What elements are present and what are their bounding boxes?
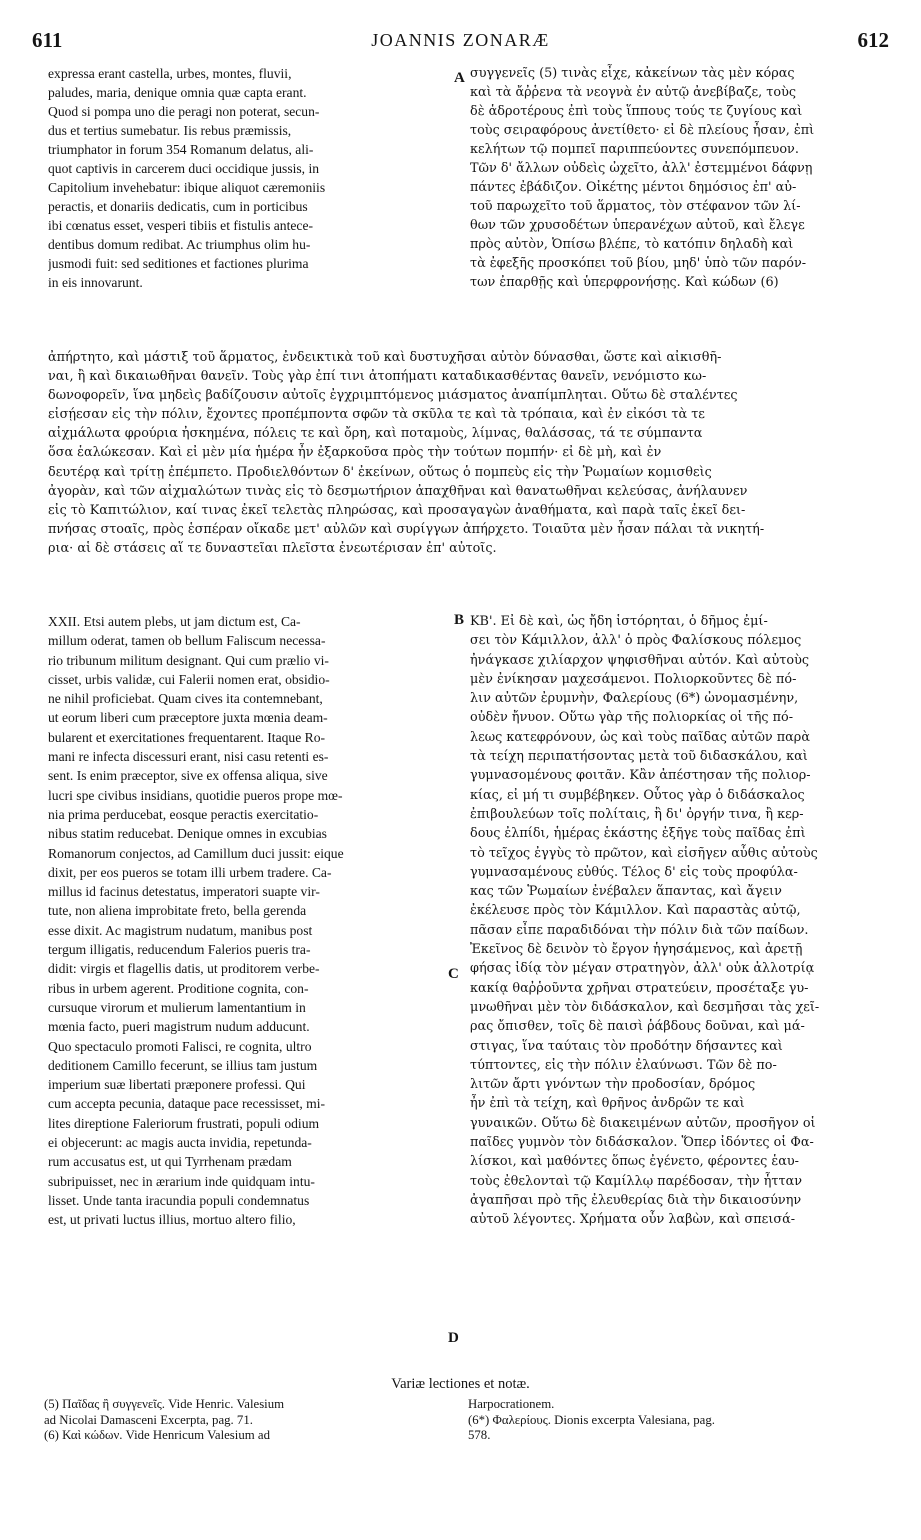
greek-line: ἀγορὰν, καὶ τῶν αἰχμαλώτων τινὰς εἰς τὸ δεσμωτήριον ἀπαχθῆναι καὶ θανατωθῆναι κελεύσας, ἀνήλαυνεν	[48, 483, 748, 499]
greek-line: φήσας ἰδίᾳ τὸν μέγαν στρατηγὸν, ἀλλ' οὐκ ἀλλοτρίᾳ	[470, 961, 815, 977]
greek-line: αὐτοῦ λέγοντες. Χρήματα οὖν λαβὼν, καὶ σπεισά-	[470, 1212, 796, 1228]
greek-line: γυμνασαμένους εὐθύς. Τέλος δ' εἰς τοὺς προφύλα-	[470, 864, 798, 880]
latin-line: est, ut privati luctus illius, mortuo altero filio,	[48, 1212, 296, 1228]
greek-line: λιτῶν ἄρτι γνόντων τὴν προδοσίαν, δρόμος	[470, 1077, 756, 1093]
latin-line: esse dixit. Ac magistrum nudatum, manibus post	[48, 922, 313, 938]
greek-line: αἰχμάλωτα φρούρια ἠσκημένα, πόλεις τε καὶ ὄρη, καὶ ποταμοὺς, λίμνας, θαλάσσας, τά τε σύμπαντα	[48, 426, 703, 442]
greek-line: στιγας, ἵνα ταύταις τὸν προδότην δήσαντες καὶ	[470, 1038, 783, 1054]
latin-column-top	[48, 64, 460, 292]
greek-line: δὲ ἁδροτέρους ἐπὶ τοὺς ἵππους τούς τε ζυγίους καὶ	[470, 104, 803, 119]
latin-line: millum oderat, tamen ob bellum Faliscum necessa-	[48, 633, 326, 649]
greek-line: σει τὸν Κάμιλλον, ἀλλ' ὁ πρὸς Φαλίσκους πόλεμος	[470, 633, 802, 649]
latin-line: dus et tertius sumebatur. Iis rebus præmissis,	[48, 123, 292, 138]
margin-marker-b: B	[454, 612, 465, 628]
greek-line: πνήσας στοαῖς, πρὸς ἑσπέραν οἴκαδε μετ' αὐλῶν καὶ συρίγγων ἀπήρχετο. Τοιαῦτα μὲν ἦσαν πάλαι τὰ νικητή-	[48, 521, 765, 537]
greek-line: Τῶν δ' ἄλλων οὐδεὶς ὠχεῖτο, ἀλλ' ἐστεμμένοι δάφνῃ	[470, 161, 813, 176]
greek-line: τὸ τεῖχος ἐγγὺς τὸ πρῶτον, καὶ εἰσῆγεν αὖθις αὐτοὺς	[470, 845, 818, 861]
latin-line: lites direptione Faleriorum frustrati, populi odium	[48, 1115, 320, 1131]
greek-line: κας τῶν Ῥωμαίων ἐνέβαλεν ἅπαντας, καὶ ἄγειν	[470, 884, 782, 900]
latin-line: subripuisset, nec in ærarium inde quidquam intu-	[48, 1173, 315, 1189]
greek-line: λίσκοι, καὶ μαθόντες ὅπως ἐγένετο, φέροντες ἑαυ-	[470, 1154, 799, 1170]
latin-line: didit: virgis et flagellis datis, ut proditorem verbe-	[48, 961, 320, 977]
notes-heading: Variæ lectiones et notæ.	[391, 1376, 530, 1392]
latin-line: Quo spectaculo promoti Falisci, re cognita, ultro	[48, 1038, 312, 1054]
margin-marker-c: C	[448, 966, 459, 982]
latin-line: millus id facinus detestatus, imperatori suapte vir-	[48, 884, 320, 900]
greek-line: ναι, ἢ καὶ δικαιωθῆναι θανεῖν. Τοὺς γὰρ ἐπί τινι ἀτοπήματι καταδικασθέντας θανεῖν, νενόμιστο κω-	[48, 369, 707, 385]
footnotes-right	[468, 1397, 888, 1444]
greek-line: ἐκέλευσε πρὸς τὸν Κάμιλλον. Καὶ παραστὰς αὐτῷ,	[470, 903, 801, 919]
greek-line: ρας ὄπισθεν, τοῖς δὲ παισὶ ῥάβδους δοῦναι, καὶ μά-	[470, 1019, 805, 1035]
greek-line: ΚΒ'. Εἰ δὲ καὶ, ὡς ἤδη ἱστόρηται, ὁ δῆμος ἐμί-	[470, 614, 768, 629]
latin-line: expressa erant castella, urbes, montes, fluvii,	[48, 66, 292, 81]
footnote-line: 578.	[468, 1428, 491, 1442]
greek-line: κίας, εἰ μή τι συμβέβηκεν. Οὗτος γὰρ ὁ διδάσκαλος	[470, 787, 805, 803]
greek-line: λεως κατεφρόνουν, ὡς καὶ τοὺς παῖδας αὐτῶν παρὰ	[470, 729, 810, 745]
running-title: JOANNIS ZONARÆ	[371, 30, 550, 50]
latin-line: triumphator in forum 354 Romanum delatus, ali-	[48, 142, 314, 157]
latin-line: Capitolium invehebatur: ibique aliquot cæremoniis	[48, 180, 326, 195]
greek-line: τοὺς σειραφόρους ἀνετίθετο· εἰ δὲ πλείους ἦσαν, ἐπὶ	[470, 123, 815, 138]
latin-line: paludes, maria, denique omnia quæ capta erant.	[48, 85, 307, 100]
latin-line: cisset, urbis validæ, cui Falerii nomen erat, obsidio-	[48, 671, 330, 687]
greek-line: τύπτοντες, εἰς τὴν πόλιν ἐλαύνωσι. Τῶν δὲ πο-	[470, 1057, 777, 1073]
latin-line: deditionem Camillo fecerunt, se illius tam justum	[48, 1057, 318, 1073]
greek-line: τὰ τείχη περιπατήσοντας μετὰ τοῦ διδασκάλου, καὶ	[470, 749, 808, 765]
greek-line: τοῦ παρωχεῖτο τοῦ ἅρματος, τὸν στέφανον τῶν λί-	[470, 199, 801, 214]
latin-line: Romanorum conjectos, ad Camillum duci jussit: eique	[48, 845, 344, 861]
greek-line: λιν αὐτῶν ἐρυμνὴν, Φαλερίους (6*) ὠνομασμένην,	[470, 691, 799, 707]
latin-line: ei objecerunt: ac magis aucta invidia, repetunda-	[48, 1135, 312, 1151]
greek-line: τοὺς ἐθελονταὶ τῷ Καμίλλῳ παρέδοσαν, τὴν ἧτταν	[470, 1173, 802, 1189]
footnote-line: (6) Καὶ κώδων. Vide Henricum Valesium ad	[44, 1428, 270, 1442]
greek-line: θων τῶν χρυσοδέτων ὑπερανέχων αὐτοῦ, καὶ ἔλεγε	[470, 218, 805, 233]
latin-line: ut eorum liberi cum præceptore juxta mœnia deam-	[48, 710, 328, 726]
greek-line: ἐπιβουλεύων τοῖς πολίταις, ἢ δι' ὀργήν τινα, ἢ κερ-	[470, 806, 804, 822]
greek-line: ἠνάγκασε χιλίαρχον ψηφισθῆναι αὐτόν. Καὶ αὐτοὺς	[470, 652, 810, 668]
greek-line: των ἐπαρθῇς καὶ ὑπερφρονήσῃς. Καὶ κώδων (6)	[470, 275, 779, 290]
greek-column-top	[470, 64, 890, 292]
latin-line: mani re infecta discessuri erant, nisi casu retenti es-	[48, 749, 329, 765]
greek-line: παῖδες γυμνὸν τὸν διδάσκαλον. Ὅπερ ἰδόντες οἱ Φα-	[470, 1135, 814, 1151]
greek-line: εἰσῄεσαν εἰς τὴν πόλιν, ἔχοντες προπέμποντα σφῶν τὰ σκῦλα τε καὶ τὰ τρόπαια, καὶ ἐν εἰκόσι τὰ τε	[48, 407, 705, 423]
latin-line: jusmodi fuit: sed seditiones et factiones plurima	[48, 256, 309, 271]
latin-line: tergum illigatis, reducendum Falerios pueris tra-	[48, 942, 311, 958]
greek-line: γυναικῶν. Οὕτω δὲ διακειμένων αὐτῶν, προσῆγον οἱ	[470, 1115, 816, 1131]
greek-column-bottom	[470, 612, 890, 1230]
latin-line: lucri spe civibus insidians, quotidie pueros prope mœ-	[48, 787, 343, 803]
greek-line: δευτέρᾳ καὶ τρίτῃ ἐπέμπετο. Προδιελθόντων δ' ἐκείνων, οὕτως ὁ πομπεὺς εἰς τὴν Ῥωμαίων κομισθεὶς	[48, 464, 712, 480]
latin-line: mœnia facto, pueri magistrum nudum adducunt.	[48, 1019, 310, 1035]
greek-line: ἀγαπῆσαι πρὸ τῆς ἐλευθερίας διὰ τὴν δικαιοσύνην	[470, 1192, 802, 1208]
greek-line: ἦν ἐπὶ τὰ τείχη, καὶ θρῆνος ἀνδρῶν τε καὶ	[470, 1096, 745, 1112]
greek-line: ρια· αἱ δὲ στάσεις αἵ τε δυναστεῖαι πλεῖστα ἐνεωτέρισαν ἐπ' αὐτοῖς.	[48, 540, 497, 556]
latin-line: lisset. Unde tanta iracundia populi condemnatus	[48, 1192, 310, 1208]
greek-line: ἀπήρτητο, καὶ μάστιξ τοῦ ἅρματος, ἐνδεικτικὰ τοῦ καὶ δυστυχῆσαι αὐτὸν δύνασθαι, ὥστε καὶ αἰκισθῆ-	[48, 350, 722, 365]
greek-line: τὰ ἐφεξῆς προσκόπει τοῦ βίου, μηδ' ὑπὸ τῶν παρόν-	[470, 256, 807, 271]
running-header	[32, 28, 889, 56]
greek-line: Ἐκεῖνος δὲ δεινὸν τὸ ἔργον ἡγησάμενος, καὶ ἀρετῇ	[470, 942, 803, 958]
greek-line: κελήτων τῷ πομπεῖ παριππεύοντες συνεπόμπευον.	[470, 142, 799, 157]
latin-line: peractis, et donariis dedicatis, cum in porticibus	[48, 199, 308, 214]
latin-line: ibi cœnatus esset, vesperi tibiis et fistulis antece-	[48, 218, 314, 233]
footnote-line: (6*) Φαλερίους. Dionis excerpta Valesiana, pag.	[468, 1412, 715, 1427]
latin-line: rum accusatus est, ut qui Tyrrhenam prædam	[48, 1154, 292, 1170]
page-number-left: 611	[32, 28, 63, 52]
greek-line: μνωθῆναι μὲν τὸν διδάσκαλον, καὶ δεσμῆσαι τὰς χεῖ-	[470, 999, 820, 1015]
latin-line: ribus in urbem agerent. Proditione cognita, con-	[48, 980, 309, 996]
latin-line: dentibus domum redibat. Ac triumphus olim hu-	[48, 237, 311, 252]
footnotes-left	[44, 1397, 454, 1444]
greek-line: καὶ τὰ ἄῤῥενα τὰ νεογνὰ ἐν αὐτῷ ἀνεβίβαζε, τοὺς	[470, 85, 797, 100]
greek-line: δους ἐλπίδι, ἡμέρας ἑκάστης ἐξῆγε τοὺς παῖδας ἐπὶ	[470, 826, 806, 842]
greek-line: ὅσα ἑαλώκεσαν. Καὶ εἰ μὲν μία ἡμέρα ἦν ἐξαρκοῦσα πρὸς τὴν τούτων πομπήν· εἰ δὲ μὴ, καὶ ἐν	[48, 445, 662, 461]
footnote-line: ad Nicolai Damasceni Excerpta, pag. 71.	[44, 1412, 253, 1427]
latin-line: sent. Is enim præceptor, sive ex offensa aliqua, sive	[48, 768, 328, 784]
latin-line: dixit, per eos pueros se totam illi urbem tradere. Ca-	[48, 864, 332, 880]
greek-line: πᾶσαν εἶπε παραδιδόναι τὴν πόλιν διὰ τῶν παίδων.	[470, 922, 809, 938]
greek-line: συγγενεῖς (5) τινὰς εἶχε, κἀκείνων τὰς μὲν κόρας	[470, 66, 795, 81]
margin-marker-d: D	[448, 1330, 459, 1346]
footnote-line: (5) Παῖδας ἢ συγγενεῖς. Vide Henric. Valesium	[44, 1397, 285, 1411]
latin-line: in eis innovarunt.	[48, 275, 143, 290]
latin-line: XXII. Etsi autem plebs, ut jam dictum est, Ca-	[48, 614, 301, 629]
latin-column-bottom	[48, 612, 460, 1230]
latin-line: quot captivis in carcerem duci occidique jussis, in	[48, 161, 320, 176]
margin-marker-a: A	[454, 70, 465, 86]
footnote-line: Harpocrationem.	[468, 1397, 555, 1411]
greek-full-width-paragraph	[48, 348, 890, 558]
greek-line: εἰς τὸ Καπιτώλιον, καί τινας ἐκεῖ τελετὰς πληρώσας, καὶ προσαγαγὼν ἀναθήματα, καὶ παρὰ ταῖς ἐκεῖ δει-	[48, 502, 746, 518]
greek-line: δωνοφορεῖν, ἵνα μηδεὶς βαδίζουσιν αὐτοῖς ἐγχριμπτόμενος μιάσματος ἀναπίμπληται. Οὕτω δὲ σταλέντες	[48, 388, 738, 404]
latin-line: rio tribunum militum designant. Qui cum prælio vi-	[48, 652, 329, 668]
latin-line: nia prima perducebat, eosque peractis exercitatio-	[48, 806, 319, 822]
latin-line: bularent et exercitationes frequentarent. Itaque Ro-	[48, 729, 326, 745]
latin-line: Quod si pompa uno die peragi non poterat, secun-	[48, 104, 320, 119]
latin-line: cursuque virorum et mulierum lamentantium in	[48, 999, 306, 1015]
greek-line: πάντες ἐβάδιζον. Οἰκέτης μέντοι δημόσιος ἐπ' αὐ-	[470, 180, 797, 195]
greek-line: μὲν ἐνίκησαν μαχεσάμενοι. Πολιορκοῦντες δὲ πό-	[470, 671, 797, 687]
latin-line: nibus statim reducebat. Denique omnes in excubias	[48, 826, 327, 842]
latin-line: ne nihil proficiebat. Quam cives ita contemnebant,	[48, 691, 323, 707]
latin-line: cum accepta pecunia, dataque pace recessisset, mi-	[48, 1096, 326, 1112]
greek-line: κακίᾳ θαῤῥοῦντα χρῆναι στρατεύειν, προσέταξε γυ-	[470, 980, 809, 996]
latin-line: imperium suæ libertati præponere professi. Qui	[48, 1077, 306, 1093]
greek-line: πρὸς αὐτὸν, Ὀπίσω βλέπε, τὸ κατόπιν δηλαδὴ καὶ	[470, 237, 794, 252]
greek-line: γυμνασομένους φοιτᾶν. Κἂν ἀπέστησαν τῆς πολιορ-	[470, 768, 811, 784]
page-number-right: 612	[857, 28, 889, 52]
latin-line: tute, non aliena improbitate freto, bella gerenda	[48, 903, 307, 919]
greek-line: οὐδὲν ἤνυον. Οὕτω γὰρ τῆς πολιορκίας οἱ τῆς πό-	[470, 710, 794, 726]
